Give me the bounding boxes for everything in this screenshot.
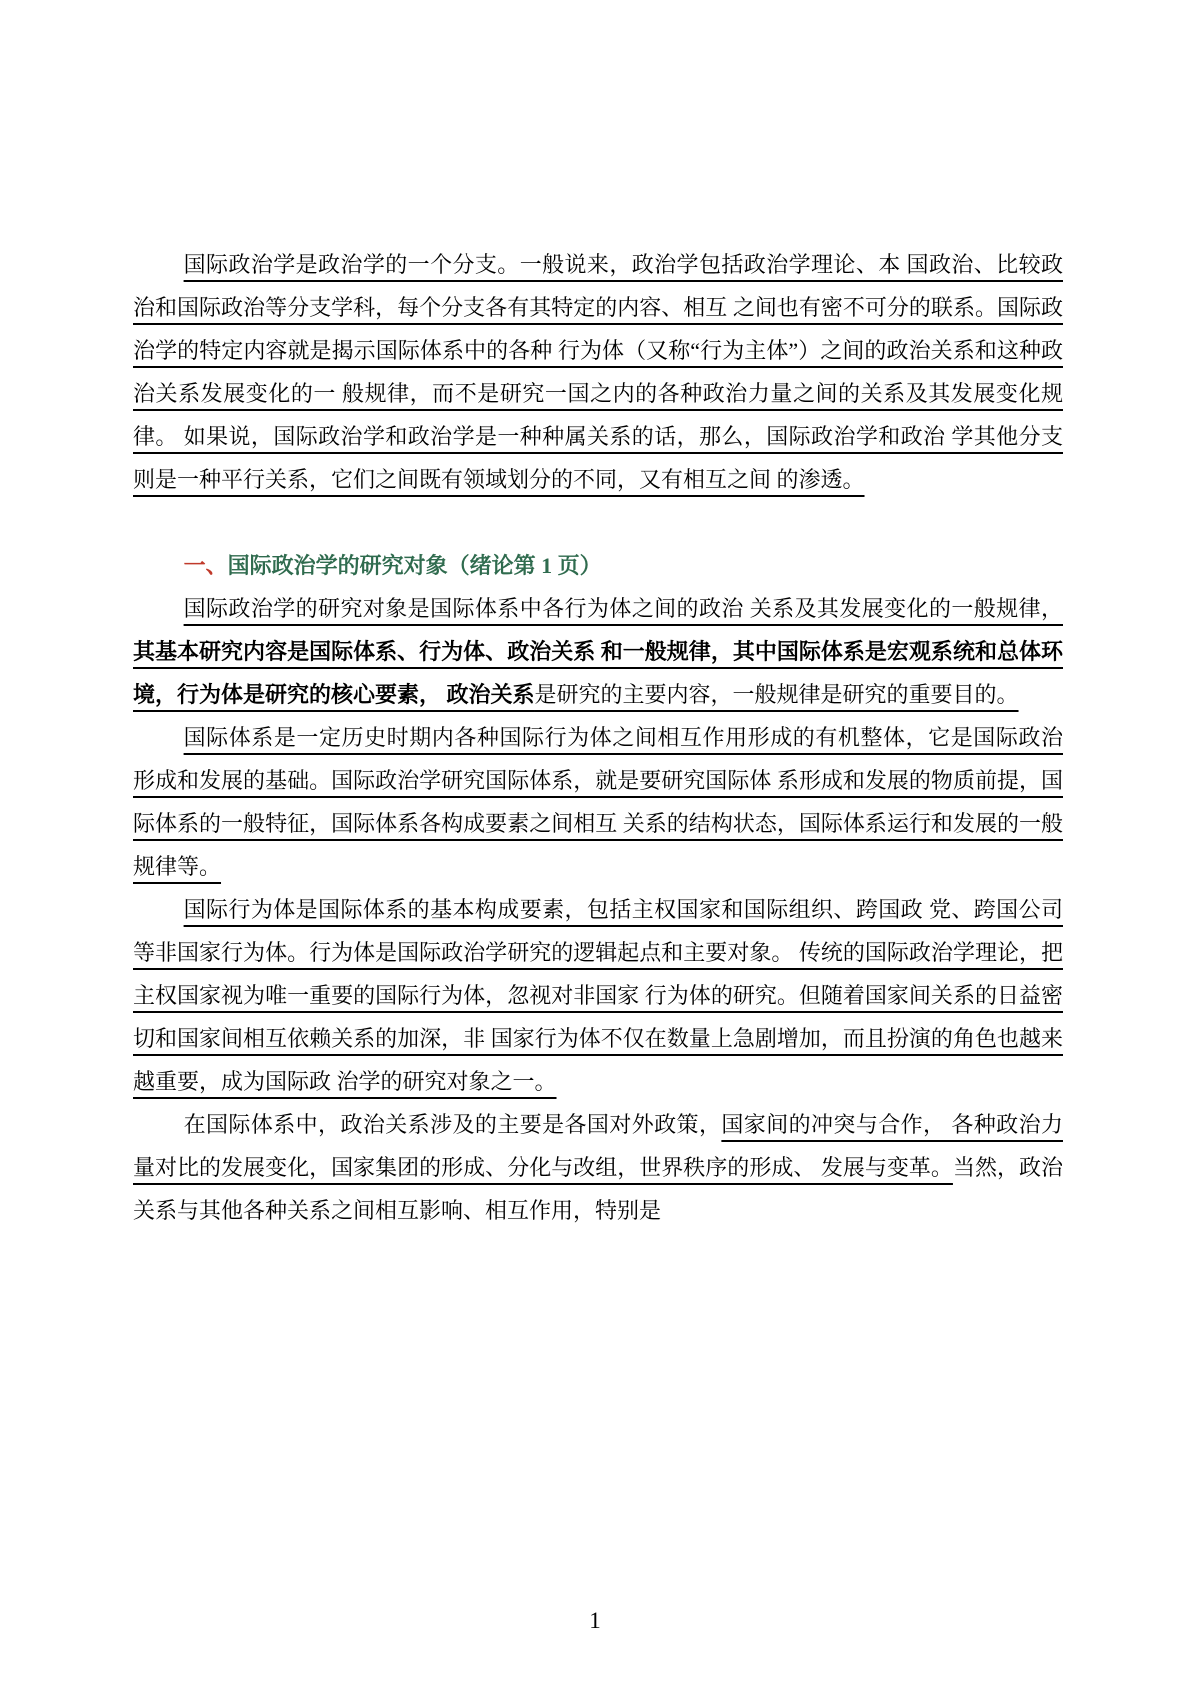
paragraph-political-relations-lead: 在国际体系中，政治关系涉及的主要是各国对外政策， bbox=[183, 1112, 722, 1137]
paragraph-intro-text: 国际政治学是政治学的一个分支。一般说来，政治学包括政治学理论、本 国政治、比较政治和国际政治等分支学科，每个分支各有其特定的内容、相互 之间也有密不可分的联系。国际政治学的特定内容就是揭示国际体系中的各种 行为体（又称“行为主体”）之间的政治关系和这种政治关系发展变化的一 般规律，而不是研究一国之内的各种政治力量之间的关系及其发展变化规律。 如果说，国际政治学和政治学是一种种属关系的话，那么，国际政治学和政治 学其他分支则是一种平行关系，它们之间既有领域划分的不同，又有相互之间 的渗透。 bbox=[133, 252, 1063, 492]
paragraph-actors bbox=[133, 888, 1063, 1103]
paragraph-political-relations-tail: 当然，政治关系与其他各种关系之间相互影响、相互作用，特别是 bbox=[133, 1155, 1063, 1223]
paragraph-research-object-tail: 是研究的主要内容，一般规律是研究的重要目的。 bbox=[534, 682, 1019, 707]
paragraph-international-system bbox=[133, 716, 1063, 888]
document-body bbox=[133, 243, 1063, 1232]
section-heading-text: 国际政治学的研究对象（绪论第 1 页） bbox=[227, 553, 602, 578]
paragraph-research-object-emphasis: 其基本研究内容是国际体系、行为体、政治关系 和一般规律，其中国际体系是宏观系统和总体环境，行为体是研究的核心要素， 政治关系 bbox=[133, 639, 1063, 707]
section-heading bbox=[133, 544, 1063, 587]
paragraph-research-object-lead: 国际政治学的研究对象是国际体系中各行为体之间的政治 关系及其发展变化的一般规律， bbox=[183, 596, 1063, 621]
paragraph-research-object bbox=[133, 587, 1063, 716]
paragraph-international-system-text: 国际体系是一定历史时期内各种国际行为体之间相互作用形成的有机整体，它是国际政治形成和发展的基础。国际政治学研究国际体系，就是要研究国际体 系形成和发展的物质前提，国际体系的一般特征，国际体系各构成要素之间相互 关系的结构状态，国际体系运行和发展的一般规律等。 bbox=[133, 725, 1063, 879]
paragraph-political-relations bbox=[133, 1103, 1063, 1232]
paragraph-political-relations-underlined: 国家间的冲突与合作， 各种政治力量对比的发展变化，国家集团的形成、分化与改组，世界秩序的形成、 发展与变革。 bbox=[133, 1112, 1063, 1180]
page-number: 1 bbox=[589, 1608, 601, 1633]
paragraph-actors-text: 国际行为体是国际体系的基本构成要素，包括主权国家和国际组织、跨国政 党、跨国公司等非国家行为体。行为体是国际政治学研究的逻辑起点和主要对象。 传统的国际政治学理论，把主权国家视为唯一重要的国际行为体，忽视对非国家 行为体的研究。但随着国家间关系的日益密切和国家间相互依赖关系的加深，非 国家行为体不仅在数量上急剧增加，而且扮演的角色也越来越重要，成为国际政 治学的研究对象之一。 bbox=[133, 897, 1063, 1094]
section-heading-marker: 一、 bbox=[183, 553, 228, 578]
paragraph-intro bbox=[133, 243, 1063, 501]
